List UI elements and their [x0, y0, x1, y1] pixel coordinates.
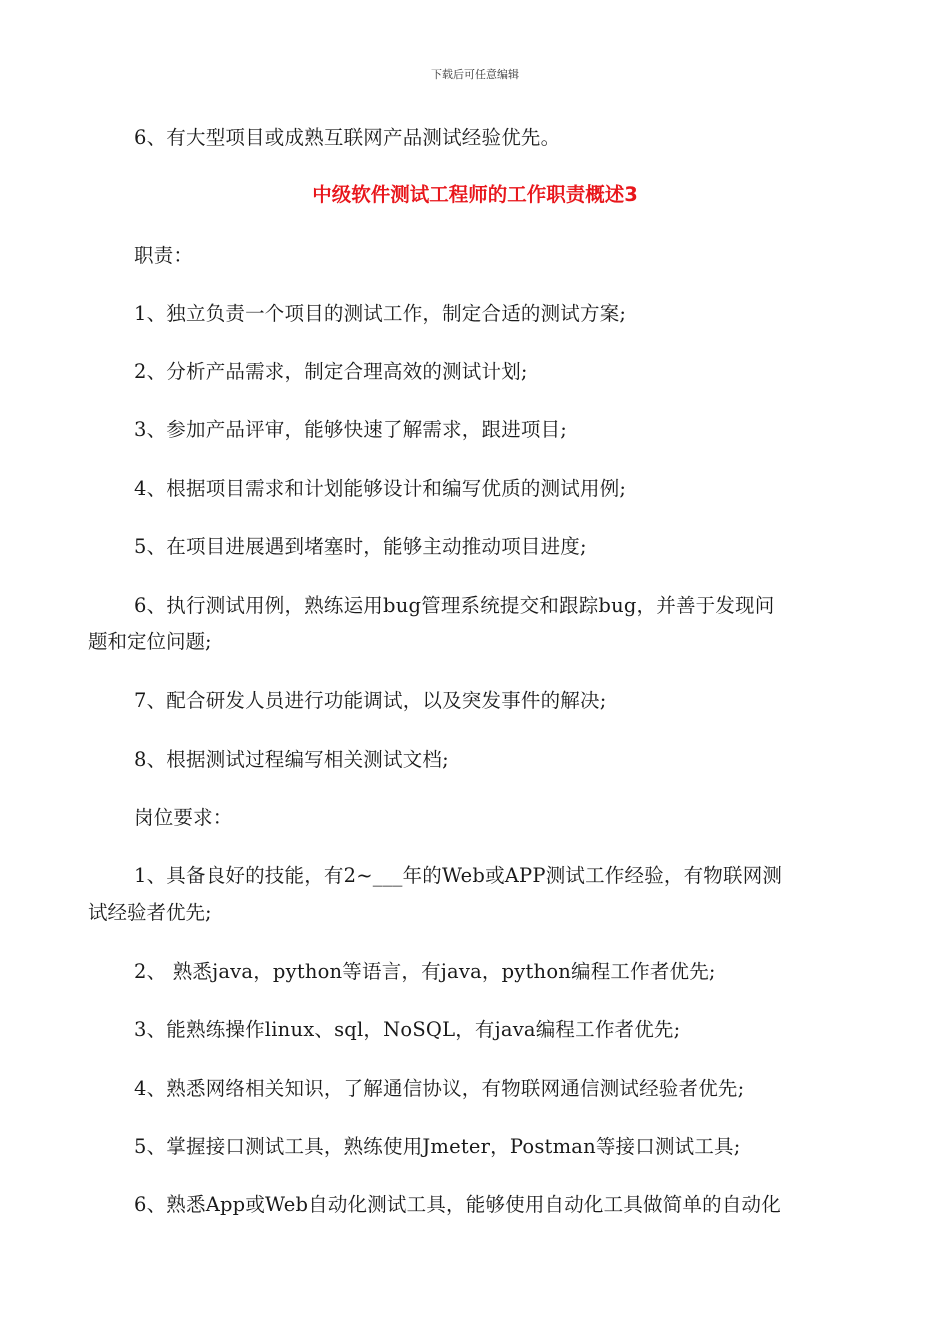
duties-label: 职责： [134, 244, 194, 267]
duty-item-continuation: 题和定位问题; [88, 630, 212, 653]
requirement-item: 3、能熟练操作linux、sql，NoSQL，有java编程工作者优先; [134, 1018, 681, 1041]
requirement-item: 6、熟悉App或Web自动化测试工具，能够使用自动化工具做简单的自动化 [134, 1193, 781, 1216]
duty-item: 3、参加产品评审，能够快速了解需求，跟进项目; [134, 418, 568, 441]
header-note: 下载后可任意编辑 [431, 68, 519, 81]
requirement-item: 5、掌握接口测试工具，熟练使用Jmeter，Postman等接口测试工具; [134, 1135, 741, 1158]
section-title: 中级软件测试工程师的工作职责概述3 [312, 183, 638, 206]
duty-item: 7、配合研发人员进行功能调试，以及突发事件的解决; [134, 689, 607, 712]
requirement-item: 2、 熟悉java，python等语言，有java，python编程工作者优先; [134, 960, 716, 983]
requirement-item: 4、熟悉网络相关知识，了解通信协议，有物联网通信测试经验者优先; [134, 1077, 745, 1100]
duty-item: 5、在项目进展遇到堵塞时，能够主动推动项目进度; [134, 535, 587, 558]
requirements-label: 岗位要求： [134, 806, 233, 829]
duty-item: 1、独立负责一个项目的测试工作，制定合适的测试方案; [134, 302, 627, 325]
duty-item: 2、分析产品需求，制定合理高效的测试计划; [134, 360, 528, 383]
requirement-item: 1、具备良好的技能，有2~___年的Web或APP测试工作经验，有物联网测 [134, 864, 783, 887]
duty-item: 6、执行测试用例，熟练运用bug管理系统提交和跟踪bug，并善于发现问 [134, 594, 775, 617]
requirement-item-continuation: 试经验者优先; [88, 901, 212, 924]
duty-item: 4、根据项目需求和计划能够设计和编写优质的测试用例; [134, 477, 627, 500]
intro-line: 6、有大型项目或成熟互联网产品测试经验优先。 [134, 126, 561, 149]
duty-item: 8、根据测试过程编写相关测试文档; [134, 748, 449, 771]
